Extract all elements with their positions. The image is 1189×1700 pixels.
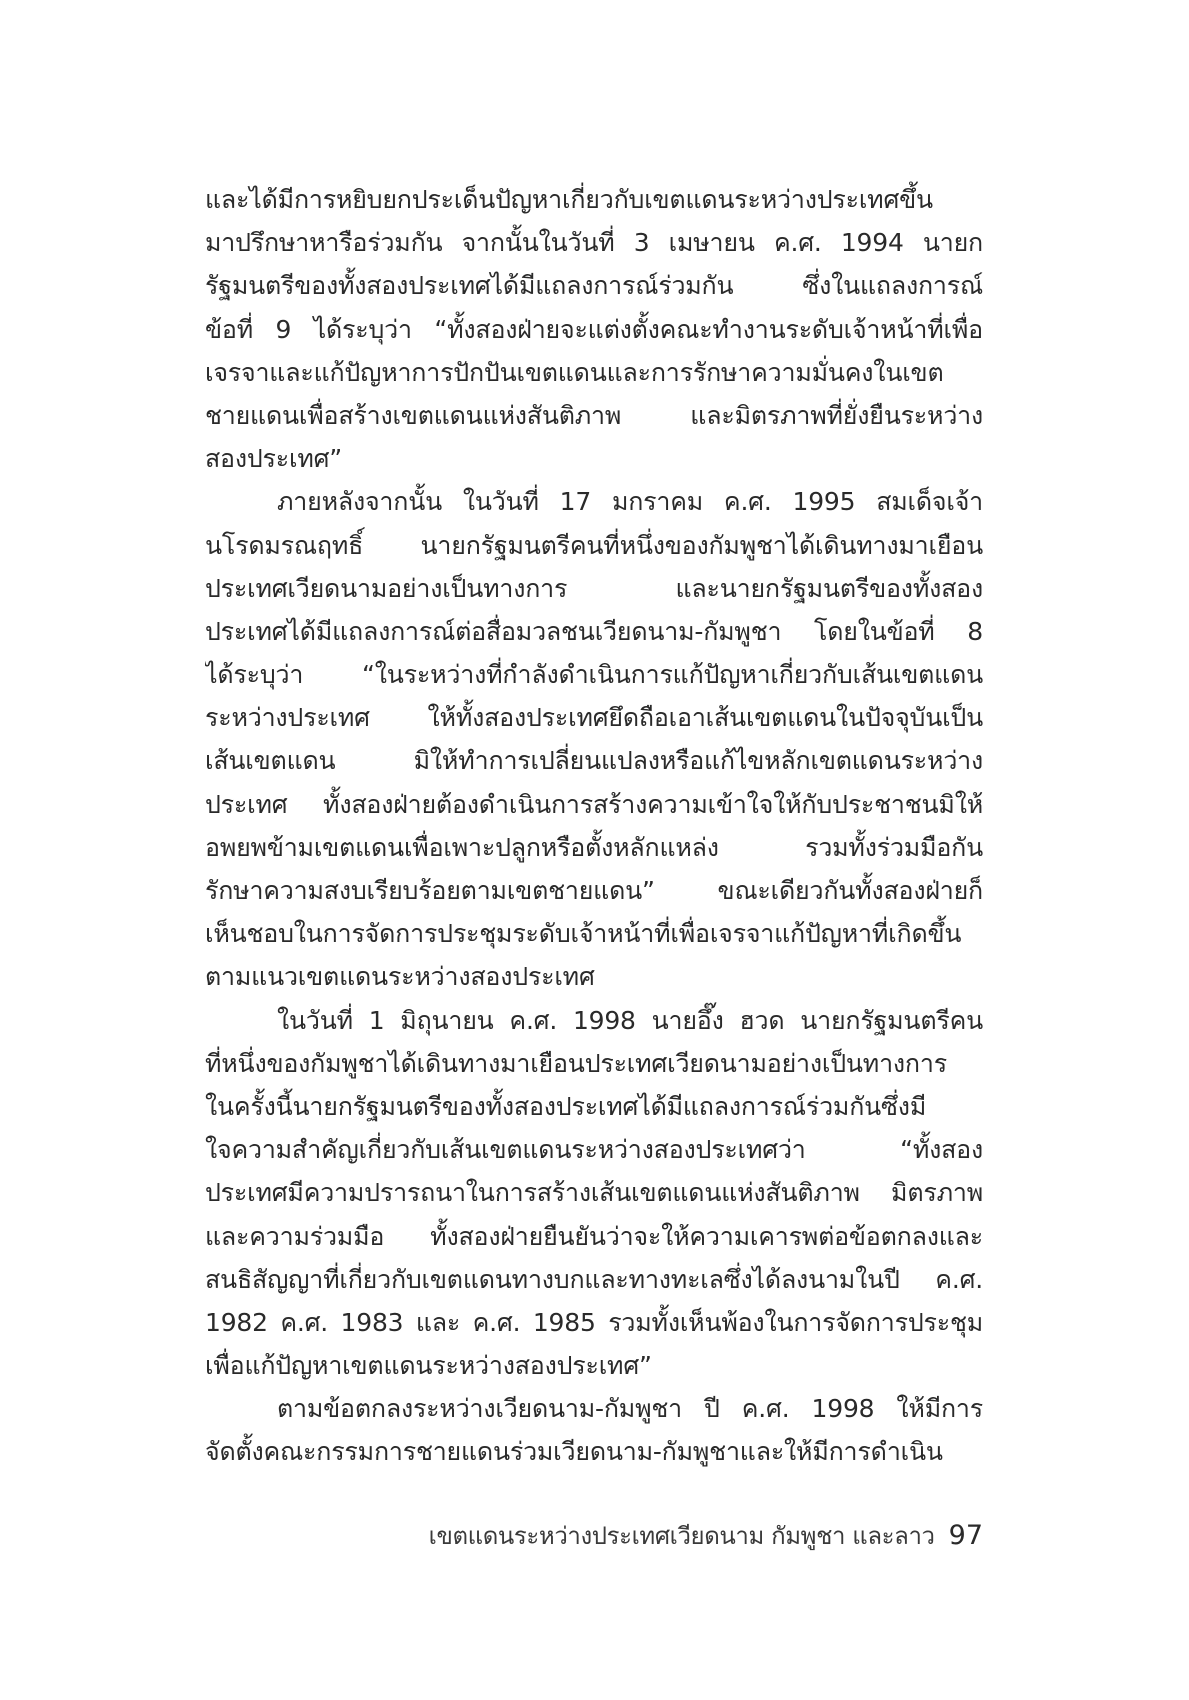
text-line: มาปรึกษาหารือร่วมกัน จากนั้นในวันที่ 3 เมษายน ค.ศ. 1994 นายก	[205, 228, 983, 258]
text-line: ได้ระบุว่า “ในระหว่างที่กำลังดำเนินการแก้ปัญหาเกี่ยวกับเส้นเขตแดน	[205, 660, 983, 690]
text-line: เพื่อแก้ปัญหาเขตแดนระหว่างสองประเทศ”	[205, 1351, 652, 1381]
page-footer	[428, 1516, 983, 1556]
running-title: เขตแดนระหว่างประเทศเวียดนาม กัมพูชา และลาว	[428, 1522, 935, 1550]
text-line: ข้อที่ 9 ได้ระบุว่า “ทั้งสองฝ่ายจะแต่งตั้งคณะทำงานระดับเจ้าหน้าที่เพื่อ	[205, 314, 983, 344]
text-line: ที่หนึ่งของกัมพูชาได้เดินทางมาเยือนประเทศเวียดนามอย่างเป็นทางการ	[205, 1048, 947, 1078]
paragraph-1	[205, 178, 983, 480]
text-line: ประเทศ ทั้งสองฝ่ายต้องดำเนินการสร้างความเข้าใจให้กับประชาชนมิให้	[205, 789, 983, 819]
text-line: ประเทศได้มีแถลงการณ์ต่อสื่อมวลชนเวียดนาม-กัมพูชา โดยในข้อที่ 8	[205, 616, 983, 646]
text-line: ชายแดนเพื่อสร้างเขตแดนแห่งสันติภาพ และมิตรภาพที่ยั่งยืนระหว่าง	[205, 400, 983, 430]
text-line: สนธิสัญญาที่เกี่ยวกับเขตแดนทางบกและทางทะเลซึ่งได้ลงนามในปี ค.ศ.	[205, 1264, 983, 1294]
text-line: ประเทศมีความปรารถนาในการสร้างเส้นเขตแดนแห่งสันติภาพ มิตรภาพ	[205, 1178, 983, 1208]
text-line: รักษาความสงบเรียบร้อยตามเขตชายแดน” ขณะเดียวกันทั้งสองฝ่ายก็	[205, 876, 983, 905]
text-line: ระหว่างประเทศ ให้ทั้งสองประเทศยึดถือเอาเส้นเขตแดนในปัจจุบันเป็น	[205, 703, 983, 733]
text-line: ใจความสำคัญเกี่ยวกับเส้นเขตแดนระหว่างสองประเทศว่า “ทั้งสอง	[205, 1135, 983, 1165]
text-line: ประเทศเวียดนามอย่างเป็นทางการ และนายกรัฐมนตรีของทั้งสอง	[205, 573, 983, 603]
text-line: และความร่วมมือ ทั้งสองฝ่ายยืนยันว่าจะให้ความเคารพต่อข้อตกลงและ	[205, 1221, 983, 1251]
paragraph-2	[205, 480, 983, 998]
text-line: เจรจาและแก้ปัญหาการปักปันเขตแดนและการรักษาความมั่นคงในเขต	[205, 357, 944, 387]
text-line: และได้มีการหยิบยกประเด็นปัญหาเกี่ยวกับเขตแดนระหว่างประเทศขึ้น	[205, 185, 933, 214]
text-line: จัดตั้งคณะกรรมการชายแดนร่วมเวียดนาม-กัมพูชาและให้มีการดำเนิน	[205, 1437, 943, 1467]
text-line: 1982 ค.ศ. 1983 และ ค.ศ. 1985 รวมทั้งเห็นพ้องในการจัดการประชุม	[205, 1307, 983, 1337]
text-line: ตามแนวเขตแดนระหว่างสองประเทศ	[205, 962, 595, 992]
text-line: รัฐมนตรีของทั้งสองประเทศได้มีแถลงการณ์ร่วมกัน ซึ่งในแถลงการณ์	[205, 271, 983, 301]
body-text	[205, 178, 983, 1474]
text-line: ตามข้อตกลงระหว่างเวียดนาม-กัมพูชา ปี ค.ศ. 1998 ให้มีการ	[277, 1394, 983, 1424]
text-line: อพยพข้ามเขตแดนเพื่อเพาะปลูกหรือตั้งหลักแหล่ง รวมทั้งร่วมมือกัน	[205, 832, 983, 862]
text-line: สองประเทศ”	[205, 444, 343, 474]
page-number: 97	[948, 1520, 983, 1551]
text-line: ในวันที่ 1 มิถุนายน ค.ศ. 1998 นายอึ๊ง ฮวด นายกรัฐมนตรีคน	[277, 1005, 983, 1035]
paragraph-4	[205, 1387, 983, 1473]
paragraph-3	[205, 999, 983, 1388]
text-line: ในครั้งนี้นายกรัฐมนตรีของทั้งสองประเทศได้มีแถลงการณ์ร่วมกันซึ่งมี	[205, 1091, 927, 1121]
text-line: นโรดมรณฤทธิ์ นายกรัฐมนตรีคนที่หนึ่งของกัมพูชาได้เดินทางมาเยือน	[205, 530, 983, 560]
text-line: เส้นเขตแดน มิให้ทำการเปลี่ยนแปลงหรือแก้ไขหลักเขตแดนระหว่าง	[205, 746, 983, 776]
text-line: ภายหลังจากนั้น ในวันที่ 17 มกราคม ค.ศ. 1995 สมเด็จเจ้า	[277, 487, 983, 517]
text-line: เห็นชอบในการจัดการประชุมระดับเจ้าหน้าที่เพื่อเจรจาแก้ปัญหาที่เกิดขึ้น	[205, 919, 962, 949]
